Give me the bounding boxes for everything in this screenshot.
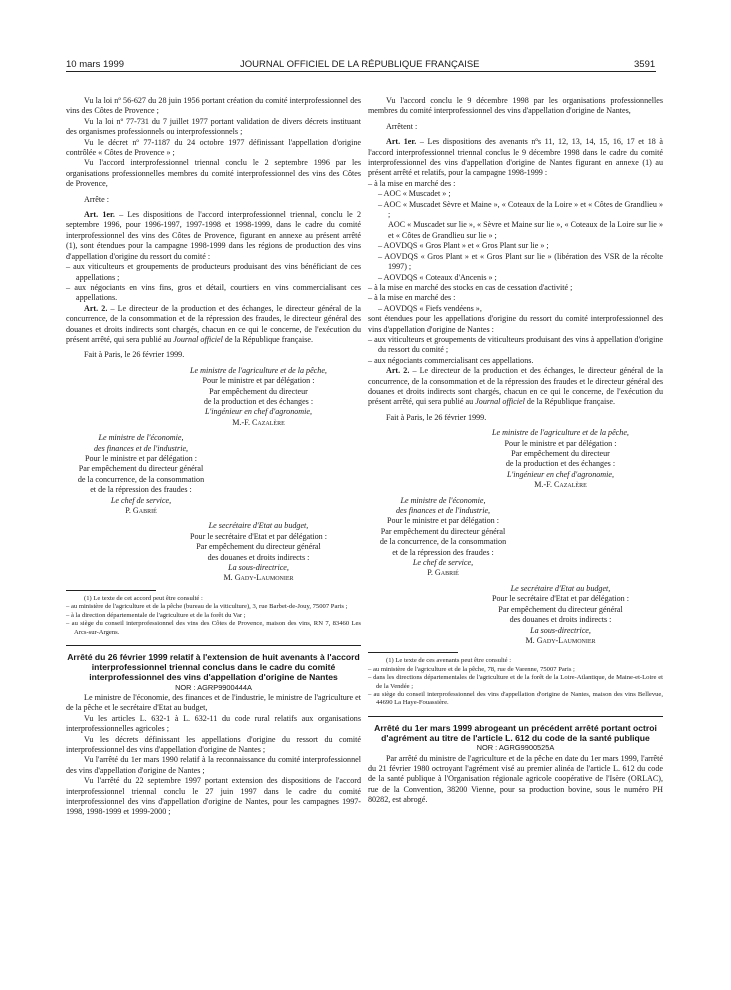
list-item: – à la mise en marché des stocks en cas de cessation d'activité ; bbox=[368, 282, 573, 292]
signature-line: Pour le ministre et par délégation : bbox=[387, 516, 499, 526]
signatory-title: La sous-directrice, bbox=[530, 625, 591, 635]
header-page-number: 3591 bbox=[634, 59, 656, 70]
signatory-name: M.-F. Cazalère bbox=[534, 480, 587, 490]
list-item: – à la mise en marché des : bbox=[368, 178, 456, 188]
section-rule bbox=[368, 716, 663, 717]
footnote-item: – au siège du conseil interprofessionnel des vins d'appellation d'origine de Nantes, maison des vins Bellevue, 44690 La Haye-Fouassière. bbox=[368, 690, 663, 707]
signatory-name: M. Gady-Laumonier bbox=[525, 635, 596, 645]
footnote bbox=[66, 595, 361, 637]
list-item: – AOC « Muscadet Sèvre et Maine », « Coteaux de la Loire » et « Côtes de Grandlieu » ; bbox=[378, 199, 663, 220]
bullet-item: – aux négociants en vins fins, gros et détail, courtiers en vins commercialisant ces appellations. bbox=[66, 282, 361, 303]
signatory-title: Le ministre de l'économie, bbox=[98, 433, 184, 443]
article-1 bbox=[66, 210, 361, 262]
signature-line: de la production et des échanges : bbox=[203, 396, 314, 406]
vu-paragraph: Vu la loi nº 77-731 du 7 juillet 1977 portant validation de divers décrets instituant des organismes professionnels ou interprofessionnels ; bbox=[66, 116, 361, 137]
footnote bbox=[368, 657, 663, 707]
vu-paragraph: Vu les décrets définissant les appellations d'origine du ressort du comité interprofessionnel des vins d'appellation d'origine de Nantes ; bbox=[66, 734, 361, 754]
signature-block bbox=[368, 496, 518, 579]
signatory-title: Le secrétaire d'Etat au budget, bbox=[510, 583, 611, 593]
footnote-item: – à la direction départementale de l'agriculture et de la forêt du Var ; bbox=[66, 611, 246, 619]
list-item: AOC « Muscadet sur lie », « Sèvre et Maine sur lie », « Coteaux de la Loire sur lie » et « Côtes de Grandlieu sur lie » ; bbox=[388, 220, 663, 240]
signature-line: Pour le secrétaire d'Etat et par délégation : bbox=[190, 531, 327, 541]
signatory-title: Le ministre de l'économie, bbox=[400, 495, 486, 505]
signature-line: Par empêchement du directeur bbox=[209, 386, 308, 396]
signatory-title: La sous-directrice, bbox=[228, 563, 289, 573]
page-header bbox=[0, 0, 731, 74]
vu-paragraph: Vu l'accord conclu le 9 décembre 1998 par les organisations professionnelles membres du comité interprofessionnel des vins d'appellation d'origine de Nantes, bbox=[368, 96, 663, 116]
signature-line: de la production et des échanges : bbox=[505, 459, 616, 469]
signature-line: des douanes et droits indirects : bbox=[207, 552, 310, 562]
signature-line: de la concurrence, de la consommation bbox=[77, 474, 205, 484]
signature-line: de la concurrence, de la consommation bbox=[379, 537, 507, 547]
signature-block bbox=[66, 521, 361, 583]
signature-block bbox=[368, 584, 663, 646]
left-column bbox=[66, 96, 361, 818]
arrete-title: Arrêté du 1er mars 1999 abrogeant un précédent arrêté portant octroi d'agrément au titre de l'article L. 612 du code de la santé publique bbox=[374, 722, 657, 743]
nor-reference: NOR : AGRG9900525A bbox=[476, 743, 555, 753]
signature-line: Pour le ministre et par délégation : bbox=[85, 454, 197, 463]
signature-block bbox=[66, 433, 216, 516]
signature-line: Pour le secrétaire d'Etat et par délégation : bbox=[492, 594, 629, 604]
journal-officiel: Journal officiel bbox=[173, 334, 223, 344]
signatory-name: M. Gady-Laumonier bbox=[223, 573, 294, 583]
signature-line: Par empêchement du directeur général bbox=[196, 542, 321, 552]
article-label: Art. 1er. bbox=[84, 210, 115, 220]
article-text: de la République française. bbox=[222, 334, 314, 344]
body-paragraph: Par arrêté du ministre de l'agriculture et de la pêche en date du 1er mars 1999, l'arrêté du 21 février 1980 octroyant l'agrément visé au premier alinéa de l'article L. 612 du code de la santé publique à l'Organisation régionale agricole coopérative de l'Isère (ORLAC), rue de la Convention, 38200 Vienne, pour sa production bovine, sous le numéro PH 80282, est abrogé. bbox=[368, 753, 663, 805]
signatory-title: des finances et de l'industrie, bbox=[93, 443, 189, 453]
body-paragraph: sont étendues pour les appellations d'origine du ressort du comité interprofessionnel des vins d'appellation d'origine de Nantes : bbox=[368, 314, 663, 334]
signatory-name: P. Gabrié bbox=[125, 506, 157, 516]
right-column bbox=[368, 96, 663, 806]
footnote-rule bbox=[368, 652, 458, 653]
article-label: Art. 1er. bbox=[386, 137, 417, 147]
list-item: – AOC « Muscadet » ; bbox=[378, 189, 451, 199]
arrete-heading: Arrête : bbox=[84, 194, 109, 204]
signature-block bbox=[66, 366, 361, 428]
signature-line: des douanes et droits indirects : bbox=[509, 615, 612, 625]
footnote-rule bbox=[66, 590, 156, 591]
bullet-item: – aux viticulteurs et groupements de viticulteurs produisant des vins à appellation d'origine du ressort du comité ; bbox=[368, 334, 663, 355]
vu-paragraph: Vu l'arrêté du 22 septembre 1997 portant extension des dispositions de l'accord interprofessionnel triennal conclu le 27 juin 1997 dans le cadre du comité interprofessionnel des vins d'appellation d'origine de Nantes, pour les campagnes 1997-1998, 1998-1999 et 1999-2000 ; bbox=[66, 776, 361, 817]
article-text: – Le directeur de la production et des échanges, le directeur général de la concurrence, de la consommation et de la répression des fraudes, le directeur général des douanes et droits indirects sont chargés, chacun en ce qui le concerne, de l'exécution du présent arrêté, qui sera publié au bbox=[66, 303, 361, 344]
nor-reference: NOR : AGRP9900444A bbox=[175, 682, 252, 692]
footnote-intro: (1) Le texte de ces avenants peut être consulté : bbox=[386, 657, 512, 665]
signature-line: et de la répression des fraudes : bbox=[90, 485, 192, 495]
signature-line: Par empêchement du directeur bbox=[511, 449, 610, 458]
signatory-title: Le ministre de l'agriculture et de la pêche, bbox=[190, 365, 327, 375]
article-2 bbox=[368, 366, 663, 408]
signatory-title: L'ingénieur en chef d'agronomie, bbox=[506, 469, 614, 479]
signatory-title: L'ingénieur en chef d'agronomie, bbox=[204, 407, 312, 417]
signature-line: Par empêchement du directeur général bbox=[498, 604, 623, 614]
list-item: – AOVDQS « Coteaux d'Ancenis » ; bbox=[378, 272, 497, 282]
body-paragraph: Le ministre de l'économie, des finances et de l'industrie, le ministre de l'agriculture et de la pêche et le secrétaire d'Etat au budget, bbox=[66, 692, 361, 713]
signature-line: et de la répression des fraudes : bbox=[392, 547, 494, 557]
signature-line: Pour le ministre et par délégation : bbox=[504, 438, 617, 448]
section-rule bbox=[66, 645, 361, 646]
vu-paragraph: Vu les articles L. 632-1 à L. 632-11 du code rural relatifs aux organisations interprofessionnelles agricoles ; bbox=[66, 713, 361, 734]
fait-a-paris: Fait à Paris, le 26 février 1999. bbox=[386, 412, 487, 422]
article-text: – Les dispositions de l'accord interprofessionnel triennal, conclu le 2 septembre 1996, pour 1996-1997, 1997-1998 et 1998-1999, dans le cadre du comité interprofessionnel des vins des Côtes de Provence, figurant en annexe au présent arrêté (1), sont étendues pour la campagne 1998-1999 dans les régions de production des vins d'appellation d'origine du ressort du comité : bbox=[66, 210, 361, 261]
arrete-heading: Arrêtent : bbox=[386, 121, 418, 131]
article-label: Art. 2. bbox=[386, 366, 410, 376]
signatory-name: P. Gabrié bbox=[427, 568, 459, 578]
list-item: – à la mise en marché des : bbox=[368, 293, 456, 303]
header-journal-title: JOURNAL OFFICIEL DE LA RÉPUBLIQUE FRANÇAISE bbox=[240, 59, 480, 70]
article-label: Art. 2. bbox=[84, 303, 108, 313]
article-2 bbox=[66, 304, 361, 346]
article-text: de la République française. bbox=[524, 397, 616, 407]
signatory-title: Le secrétaire d'Etat au budget, bbox=[208, 521, 309, 531]
vu-paragraph: Vu la loi nº 56-627 du 28 juin 1956 portant création du comité interprofessionnel des vins des Côtes de Provence ; bbox=[66, 96, 361, 116]
header-rule bbox=[66, 71, 656, 72]
vu-paragraph: Vu le décret nº 77-1187 du 24 octobre 1977 définissant l'appellation d'origine contrôlée « Côtes de Provence » ; bbox=[66, 137, 361, 158]
list-item: – AOVDQS « Gros Plant » et « Gros Plant sur lie » ; bbox=[378, 241, 549, 251]
article-text: – Les dispositions des avenants nºs 11, 12, 13, 14, 15, 16, 17 et 18 à l'accord interprofessionnel triennal conclus le 9 décembre 1998 dans le cadre du comité interprofessionnel des vins d'appellation d'origine de Nantes figurant en annexe (1) au présent arrêté et relatifs, pour la campagne 1998-1999 : bbox=[368, 137, 663, 178]
fait-a-paris: Fait à Paris, le 26 février 1999. bbox=[84, 350, 185, 360]
list-item: – AOVDQS « Fiefs vendéens », bbox=[378, 303, 482, 313]
signatory-name: M.-F. Cazalère bbox=[232, 417, 285, 427]
footnote-item: – au ministère de l'agriculture et de la pêche (bureau de la viticulture), 3, rue Barbet-de-Jouy, 75007 Paris ; bbox=[66, 603, 348, 611]
footnote-intro: (1) Le texte de cet accord peut être consulté : bbox=[84, 594, 203, 602]
article-text: – Le directeur de la production et des échanges, le directeur général de la concurrence, de la consommation et de la répression des fraudes et le directeur général des douanes et droits indirects sont chargés, chacun en ce qui le concerne, de l'exécution du présent arrêté, qui sera publié au bbox=[368, 366, 663, 407]
signatory-title: Le chef de service, bbox=[412, 558, 474, 568]
header-date: 10 mars 1999 bbox=[66, 59, 125, 70]
journal-officiel: Journal officiel bbox=[475, 397, 525, 407]
vu-paragraph: Vu l'accord interprofessionnel triennal conclu le 2 septembre 1996 par les organisations professionnelles membres du comité interprofessionnel des vins des Côtes de Provence, bbox=[66, 158, 361, 189]
bullet-item: – aux négociants commercialisant ces appellations. bbox=[368, 355, 534, 365]
vu-paragraph: Vu l'arrêté du 1er mars 1990 relatif à la reconnaissance du comité interprofessionnel des vins d'appellation d'origine de Nantes ; bbox=[66, 755, 361, 775]
footnote-item: – dans les directions départementales de l'agriculture et de la forêt de la Loire-Atlantique, de Maine-et-Loire et de la Vendée ; bbox=[368, 674, 663, 690]
article-1 bbox=[368, 137, 663, 179]
bullet-item: – aux viticulteurs et groupements de producteurs produisant des vins bénéficiant de ces appellations ; bbox=[66, 262, 361, 282]
signature-line: Par empêchement du directeur général bbox=[78, 464, 204, 474]
signature-line: Par empêchement du directeur général bbox=[380, 526, 506, 536]
signatory-title: Le ministre de l'agriculture et de la pêche, bbox=[492, 428, 629, 438]
list-item: – AOVDQS « Gros Plant » et « Gros Plant sur lie » (libération des VSR de la récolte 1997) ; bbox=[378, 251, 663, 272]
signatory-title: des finances et de l'industrie, bbox=[395, 506, 491, 516]
signature-block bbox=[368, 428, 663, 490]
arrete-title: Arrêté du 26 février 1999 relatif à l'extension de huit avenants à l'accord interprofessionnel triennal conclus dans le cadre du comité interprofessionnel des vins d'appellation d'origine de Nantes bbox=[67, 651, 360, 683]
signatory-title: Le chef de service, bbox=[110, 495, 172, 505]
footnote-item: – au siège du conseil interprofessionnel des vins des Côtes de Provence, maison des vins, RN 7, 83460 Les Arcs-sur-Argens. bbox=[66, 620, 361, 636]
footnote-item: – au ministère de l'agriculture et de la pêche, 78, rue de Varenne, 75007 Paris ; bbox=[368, 665, 575, 673]
signature-line: Pour le ministre et par délégation : bbox=[202, 376, 315, 386]
